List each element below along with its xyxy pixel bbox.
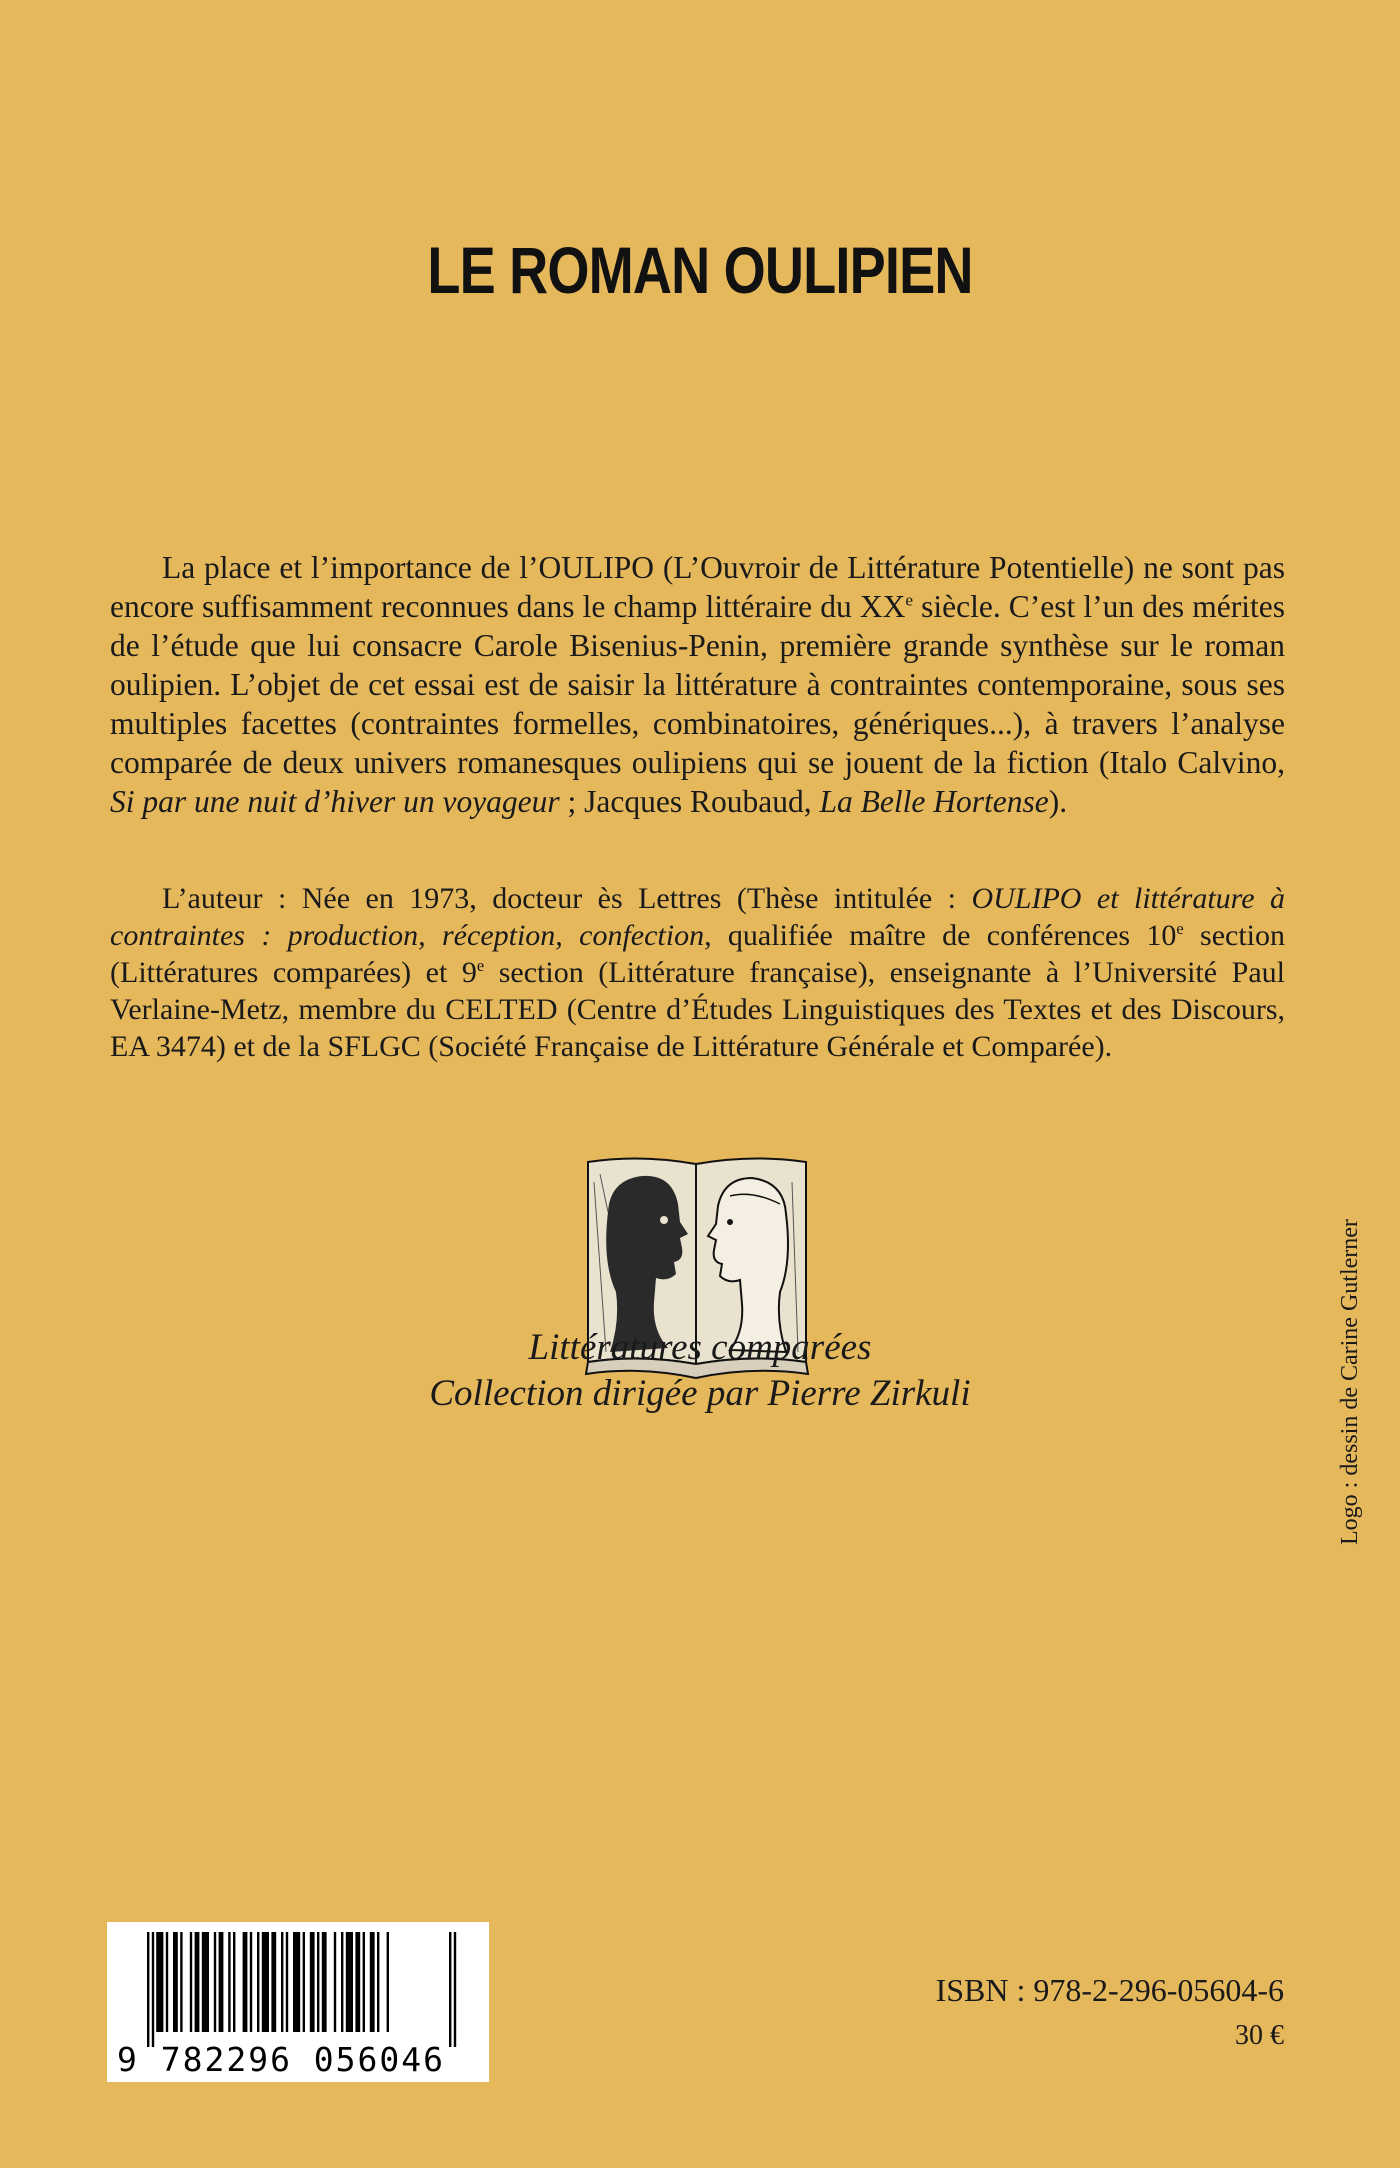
superscript: e	[1176, 919, 1184, 938]
superscript: e	[905, 590, 914, 610]
barcode-bar	[322, 1932, 327, 2032]
author-text: section (Littérature française), enseignante à l’Université Paul Verlaine-Metz, membre du CELTED (Centre d’Études Linguistiques des Textes et des Discours, EA 3474) et de la SFLGC (Société Française de Littérature Générale et Comparée).	[110, 956, 1285, 1063]
barcode-bar	[317, 1932, 319, 2032]
barcode-bar	[334, 1932, 336, 2032]
barcode-bar	[387, 1932, 389, 2032]
barcode-bars	[107, 1922, 489, 2047]
barcode-bar	[262, 1932, 269, 2032]
barcode-bar	[377, 1932, 379, 2032]
price: 30 €	[1235, 2020, 1284, 2051]
description-text: ).	[1048, 784, 1068, 819]
description-paragraph	[110, 548, 1285, 821]
barcode-bar	[156, 1932, 163, 2032]
barcode-bar	[293, 1932, 300, 2032]
author-paragraph	[110, 880, 1285, 1065]
isbn: ISBN : 978-2-296-05604-6	[935, 1972, 1284, 2008]
collection-name: Littératures comparées	[528, 1327, 872, 1368]
barcode-bar	[271, 1932, 276, 2032]
barcode-bar	[346, 1932, 353, 2032]
author-text: , qualifiée maître de conférences 10	[704, 919, 1177, 952]
barcode-bar	[166, 1932, 168, 2032]
barcode-bar	[202, 1932, 209, 2032]
barcode-bar	[257, 1932, 259, 2032]
barcode-bar	[370, 1932, 375, 2032]
barcode-digits: 9 782296 056046	[117, 2040, 446, 2079]
barcode-guard-bar	[449, 1932, 451, 2047]
author-text: section (Littératures comparées) et 9	[110, 919, 1285, 989]
barcode-guard-bar	[147, 1932, 149, 2047]
description-text: siècle. C’est l’un des mérites de l’étude que lui consacre Carole Bisenius-Penin, première grande synthèse sur le roman oulipien. L’objet de cet essai est de saisir la littérature à contraintes contemporaine, sous ses multiples facettes (contraintes formelles, combinatoires, génériques...), à travers l’analyse comparée de deux univers romanesques oulipiens qui se jouent de la fiction (Italo Calvino,	[110, 589, 1285, 780]
logo-credit: Logo : dessin de Carine Gutlerner	[1337, 1219, 1363, 1545]
description-text: ; Jacques Roubaud,	[559, 784, 820, 819]
barcode-bar	[355, 1932, 360, 2032]
barcode-guard-bar	[152, 1932, 154, 2047]
collection-director: Collection dirigée par Pierre Zirkuli	[429, 1373, 971, 1414]
collection-info	[0, 1325, 1400, 1417]
barcode-bar	[250, 1932, 252, 2032]
barcode-guard-bar	[454, 1932, 456, 2047]
barcode-bar	[341, 1932, 343, 2032]
superscript: e	[476, 956, 485, 975]
thesis-title: OULIPO et littérature à contraintes : production, réception, confection	[110, 882, 1285, 952]
barcode-bar	[233, 1932, 235, 2032]
barcode-bar	[281, 1932, 283, 2032]
barcode-bar	[195, 1932, 200, 2032]
barcode-bar	[303, 1932, 305, 2032]
barcode-bar	[286, 1932, 288, 2032]
description-text: La place et l’importance de l’OULIPO (L’Ouvroir de Littérature Potentielle) ne sont pas encore suffisamment reconnues dans le champ littéraire du XX	[110, 550, 1285, 624]
barcode-bar	[243, 1932, 248, 2032]
barcode	[107, 1922, 489, 2082]
barcode-bar	[228, 1932, 230, 2032]
book-title: LE ROMAN OULIPIEN	[427, 233, 973, 307]
barcode-bar	[173, 1932, 178, 2032]
barcode-bar	[180, 1932, 182, 2032]
barcode-bar	[214, 1932, 216, 2032]
barcode-bar	[363, 1932, 365, 2032]
barcode-bar	[310, 1932, 315, 2032]
author-text: L’auteur : Née en 1973, docteur ès Lettres (Thèse intitulée :	[162, 882, 972, 915]
book-title-italic: Si par une nuit d’hiver un voyageur	[110, 784, 560, 819]
book-title-italic: La Belle Hortense	[819, 784, 1049, 819]
barcode-bar	[219, 1932, 224, 2032]
barcode-bar	[190, 1932, 192, 2032]
